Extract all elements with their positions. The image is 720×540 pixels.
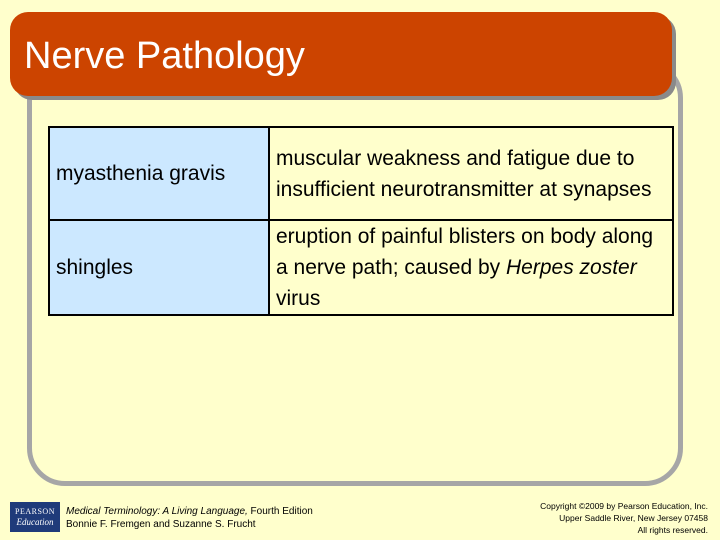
footer-copyright xyxy=(540,500,708,536)
definition-text: eruption of painful blisters on body along a nerve path; caused by xyxy=(276,225,654,279)
logo-line2: Education xyxy=(16,516,54,527)
book-title-line xyxy=(66,505,313,518)
definition-cell: muscular weakness and fatigue due to insufficient neurotransmitter at synapses xyxy=(269,127,673,220)
pearson-logo xyxy=(10,502,60,532)
book-edition: Fourth Edition xyxy=(247,506,313,517)
title-bar xyxy=(10,12,672,96)
term-cell: shingles xyxy=(49,220,269,315)
copyright-line2: Upper Saddle River, New Jersey 07458 xyxy=(559,513,708,523)
definition-text-end: virus xyxy=(276,287,321,310)
book-title: Medical Terminology: A Living Language, xyxy=(66,506,248,517)
terms-table xyxy=(48,126,674,316)
table-row xyxy=(49,127,673,220)
definition-italic-text: Herpes zoster xyxy=(506,256,637,279)
slide-title: Nerve Pathology xyxy=(24,35,305,77)
table-row xyxy=(49,220,673,315)
footer-book-credit xyxy=(66,505,313,531)
book-authors: Bonnie F. Fremgen and Suzanne S. Frucht xyxy=(66,519,256,530)
copyright-line1: Copyright ©2009 by Pearson Education, Inc. xyxy=(540,501,708,511)
logo-line1: PEARSON xyxy=(15,506,55,516)
copyright-line3: All rights reserved. xyxy=(637,525,708,535)
definition-cell xyxy=(269,220,673,315)
term-cell: myasthenia gravis xyxy=(49,127,269,220)
